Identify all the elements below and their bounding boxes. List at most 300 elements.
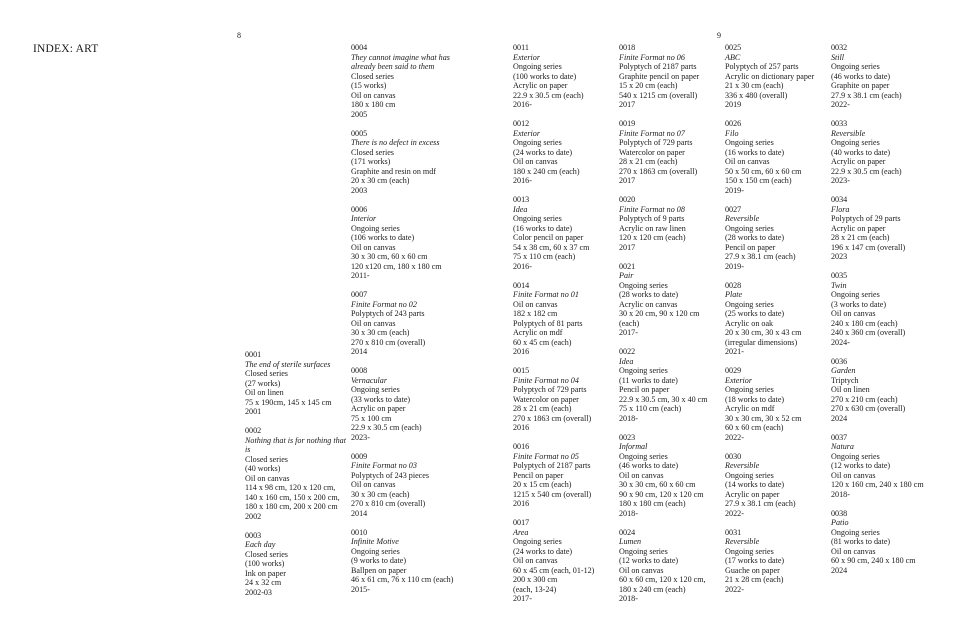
entry-detail: Acrylic on oak	[725, 318, 774, 328]
entry-detail: 200 x 300 cm	[513, 575, 558, 584]
entry-number: 0021	[619, 261, 636, 271]
entry-detail: 240 x 180 cm (each)	[831, 318, 898, 328]
entry-detail: 270 x 810 cm (overall)	[351, 337, 426, 347]
entry-detail: (46 works to date)	[619, 461, 679, 470]
entry-detail: Closed series	[245, 549, 288, 559]
index-entry	[725, 452, 829, 519]
entry-title: Exterior	[513, 128, 540, 138]
entry-detail: 2022-	[725, 432, 744, 442]
entry-detail: 270 x 1863 cm (overall)	[513, 413, 592, 423]
entry-detail: (28 works to date)	[725, 233, 785, 242]
entry-detail: Closed series	[245, 454, 288, 464]
entry-detail: Oil on linen	[245, 388, 284, 397]
entry-detail: Oil on canvas	[831, 309, 876, 318]
entry-detail: Oil on canvas	[725, 157, 770, 166]
entry-title: Natura	[831, 442, 854, 451]
entry-number: 0030	[725, 451, 742, 461]
entry-detail: Acrylic on paper	[831, 223, 886, 233]
entry-detail: Ongoing series	[513, 138, 562, 147]
index-column-1	[245, 350, 349, 607]
entry-detail: 24 x 32 cm	[245, 578, 282, 587]
entry-detail: 2018-	[619, 508, 638, 518]
entry-detail: 2018-	[831, 489, 850, 499]
entry-detail: Graphite pencil on paper	[619, 71, 700, 81]
index-entry	[351, 290, 455, 357]
entry-detail: 20 x 15 cm (each)	[513, 480, 572, 489]
entry-detail: 270 x 630 cm (overall)	[831, 404, 906, 413]
entry-detail: 2017	[619, 100, 636, 109]
index-entry	[831, 509, 935, 576]
entry-detail: Ongoing series	[619, 546, 668, 556]
entry-number: 0004	[351, 43, 368, 52]
index-entry	[725, 281, 829, 357]
entry-detail: 182 x 182 cm	[513, 309, 558, 318]
entry-detail: (81 works to date)	[831, 537, 891, 546]
entry-detail: (40 works)	[245, 464, 281, 473]
index-entry	[725, 366, 829, 442]
entry-detail: Oil on canvas	[351, 90, 396, 100]
entry-number: 0037	[831, 432, 848, 442]
entry-detail: (46 works to date)	[831, 71, 891, 81]
entry-detail: 27.9 x 38.1 cm (each)	[831, 90, 902, 100]
entry-detail: (106 works to date)	[351, 233, 415, 242]
index-entry	[725, 205, 829, 272]
entry-detail: Ongoing series	[619, 366, 668, 375]
index-entry	[725, 43, 829, 110]
entry-title: Informal	[619, 442, 648, 451]
entry-title: Finite Format no 06	[619, 52, 685, 62]
entry-detail: 28 x 21 cm (each)	[619, 157, 678, 166]
index-entry	[831, 357, 935, 424]
entry-detail: Oil on canvas	[513, 299, 558, 309]
entry-detail: 2005	[351, 109, 368, 119]
index-entry	[351, 528, 455, 595]
entry-number: 0009	[351, 451, 368, 461]
entry-number: 0014	[513, 280, 530, 290]
entry-detail: 2002-03	[245, 587, 272, 597]
entry-detail: Watercolor on paper	[619, 147, 685, 157]
entry-detail: 2019	[725, 100, 742, 109]
entry-detail: 2022-	[725, 584, 744, 594]
entry-detail: Graphite on paper	[831, 81, 890, 90]
entry-detail: 114 x 98 cm, 120 x 120 cm, 140 x 160 cm, 150 x 200 cm, 180 x 180 cm, 200 x 200 cm	[245, 483, 340, 511]
entry-detail: 2022-	[831, 100, 850, 109]
entry-detail: Acrylic on paper	[725, 489, 780, 499]
entry-title: Reversible	[725, 461, 760, 470]
entry-number: 0006	[351, 204, 368, 214]
entry-detail: 2014	[351, 508, 368, 518]
entry-title: Reversible	[831, 128, 866, 138]
entry-detail: Ongoing series	[831, 138, 880, 147]
entry-detail: 60 x 60 cm (each)	[725, 423, 784, 432]
entry-detail: 2014	[351, 347, 368, 356]
entry-detail: Ongoing series	[725, 299, 774, 309]
entry-title: Nothing that is for nothing that is	[245, 435, 346, 454]
entry-detail: 2019-	[725, 185, 744, 195]
entry-detail: (100 works)	[245, 559, 285, 568]
entry-detail: 46 x 61 cm, 76 x 110 cm (each)	[351, 575, 454, 584]
entry-detail: (11 works to date)	[619, 375, 678, 385]
entry-title: They cannot imagine what has already been said to them	[351, 52, 450, 71]
page-title: INDEX: ART	[33, 43, 99, 55]
entry-title: Finite Format no 03	[351, 461, 417, 470]
entry-detail: Acrylic on mdf	[725, 404, 775, 413]
index-entry	[831, 43, 935, 110]
entry-detail: Watercolor on paper	[513, 394, 579, 404]
entry-detail: 540 x 1215 cm (overall)	[619, 90, 698, 100]
entry-detail: 60 x 45 cm (each)	[513, 337, 572, 347]
entry-detail: Triptych	[831, 375, 859, 385]
page-number-left: 8	[237, 31, 241, 40]
entry-number: 0029	[725, 366, 742, 375]
entry-title: Lumen	[619, 537, 642, 546]
entry-detail: 2023	[831, 252, 848, 261]
entry-detail: 2017	[619, 242, 636, 252]
index-entry	[245, 531, 349, 598]
entry-detail: (27 works)	[245, 378, 281, 388]
entry-title: Reversible	[725, 214, 760, 223]
entry-number: 0001	[245, 350, 262, 359]
entry-detail: Guache on paper	[725, 565, 780, 575]
index-entry	[351, 129, 455, 196]
entry-title: Finite Format no 04	[513, 375, 579, 385]
entry-detail: 2016-	[513, 176, 532, 185]
entry-detail: 2016	[513, 423, 530, 432]
entry-detail: (12 works to date)	[831, 461, 891, 470]
entry-detail: (24 works to date)	[513, 546, 573, 556]
entry-title: Exterior	[725, 375, 752, 385]
entry-number: 0010	[351, 527, 368, 537]
entry-detail: (25 works to date)	[725, 309, 785, 318]
entry-detail: Ongoing series	[619, 280, 668, 290]
entry-detail: 2021-	[725, 347, 744, 356]
index-entry	[513, 518, 617, 604]
entry-number: 0023	[619, 432, 636, 442]
index-entry	[245, 426, 349, 521]
entry-detail: 270 x 210 cm (each)	[831, 394, 898, 404]
entry-detail: (33 works to date)	[351, 394, 411, 404]
entry-detail: 22.9 x 30.5 cm (each)	[351, 423, 422, 432]
entry-detail: 2018-	[619, 413, 638, 423]
entry-detail: Acrylic on dictionary paper	[725, 71, 815, 81]
entry-number: 0019	[619, 119, 636, 128]
entry-detail: 2016-	[513, 100, 532, 109]
index-entry	[619, 43, 723, 110]
entry-number: 0005	[351, 128, 368, 138]
entry-detail: Graphite and resin on mdf	[351, 166, 436, 176]
entry-number: 0022	[619, 347, 636, 356]
entry-detail: 50 x 50 cm, 60 x 60 cm	[725, 166, 802, 176]
entry-detail: Pencil on paper	[619, 385, 670, 394]
entry-detail: 120 x 160 cm, 240 x 180 cm	[831, 480, 924, 489]
index-entry	[513, 442, 617, 509]
entry-detail: 22.9 x 30.5 cm (each)	[831, 166, 902, 176]
entry-detail: Oil on canvas	[351, 318, 396, 328]
entry-detail: 180 x 180 cm (each)	[619, 499, 686, 508]
entry-number: 0018	[619, 43, 636, 52]
entry-detail: Ongoing series	[831, 527, 880, 537]
entry-detail: 2022-	[725, 508, 744, 518]
entry-detail: 75 x 190cm, 145 x 145 cm	[245, 397, 332, 407]
entry-detail: 30 x 30 cm, 30 x 52 cm	[725, 413, 802, 423]
index-entry	[351, 205, 455, 281]
entry-title: Filo	[725, 128, 739, 138]
index-entry	[513, 366, 617, 433]
entry-detail: (24 works to date)	[513, 147, 573, 157]
entry-detail: Ongoing series	[513, 214, 562, 223]
entry-detail: 20 x 30 cm, 30 x 43 cm	[725, 328, 802, 337]
entry-title: Still	[831, 52, 845, 62]
entry-number: 0011	[513, 43, 529, 52]
entry-detail: Ongoing series	[351, 223, 400, 233]
entry-detail: 28 x 21 cm (each)	[513, 404, 572, 413]
entry-detail: 120 x 120 cm (each)	[619, 233, 686, 242]
entry-detail: 30 x 30 cm, 60 x 60 cm	[351, 252, 428, 261]
entry-detail: 2016	[513, 347, 530, 356]
entry-number: 0012	[513, 119, 530, 128]
entry-detail: Acrylic on mdf	[513, 328, 563, 337]
entry-detail: 180 x 240 cm (each)	[513, 166, 580, 176]
entry-detail: 60 x 90 cm, 240 x 180 cm	[831, 556, 916, 565]
index-entry	[725, 528, 829, 595]
entry-detail: Polyptych of 9 parts	[619, 214, 685, 223]
index-entry	[513, 281, 617, 357]
entry-detail: (16 works to date)	[725, 147, 785, 157]
entry-title: Patio	[831, 518, 849, 527]
index-entry	[513, 43, 617, 110]
entry-detail: Color pencil on paper	[513, 233, 584, 242]
entry-detail: Ongoing series	[725, 385, 774, 394]
entry-title: There is no defect in excess	[351, 138, 440, 147]
entry-detail: 21 x 28 cm (each)	[725, 575, 784, 584]
index-entry	[619, 347, 723, 423]
index-entry	[831, 271, 935, 347]
index-entry	[351, 43, 455, 119]
entry-detail: 60 x 60 cm, 120 x 120 cm,	[619, 575, 706, 584]
entry-detail: 240 x 360 cm (overall)	[831, 328, 906, 337]
entry-title: Reversible	[725, 537, 760, 546]
page-number-right: 9	[717, 31, 721, 40]
entry-title: ABC	[725, 52, 741, 62]
entry-number: 0038	[831, 508, 848, 518]
entry-number: 0002	[245, 426, 262, 435]
entry-detail: Ongoing series	[831, 62, 880, 71]
index-entry	[351, 452, 455, 519]
entry-detail: 2002	[245, 511, 262, 521]
entry-title: Area	[513, 527, 529, 537]
entry-detail: Acrylic on canvas	[619, 299, 678, 309]
entry-number: 0028	[725, 280, 742, 290]
index-entry	[619, 119, 723, 186]
entry-detail: Oil on linen	[831, 385, 870, 394]
entry-detail: 75 x 100 cm	[351, 413, 392, 423]
entry-detail: 21 x 30 cm (each)	[725, 81, 784, 90]
entry-detail: Polyptych of 257 parts	[725, 62, 799, 71]
entry-detail: (171 works)	[351, 157, 391, 166]
entry-detail: 2017	[619, 176, 636, 185]
entry-number: 0013	[513, 195, 530, 204]
entry-number: 0017	[513, 518, 530, 527]
entry-detail: 2015-	[351, 584, 370, 594]
entry-detail: 75 x 110 cm (each)	[513, 252, 576, 261]
entry-detail: Ongoing series	[831, 451, 880, 461]
entry-detail: 2018-	[619, 594, 638, 603]
entry-number: 0025	[725, 43, 742, 52]
entry-detail: Ongoing series	[351, 385, 400, 394]
entry-detail: Ongoing series	[725, 470, 774, 480]
index-entry	[513, 119, 617, 186]
index-entry	[831, 433, 935, 500]
entry-title: Idea	[513, 204, 528, 214]
entry-detail: 27.9 x 38.1 cm (each)	[725, 252, 796, 261]
entry-title: Pair	[619, 271, 634, 280]
entry-number: 0036	[831, 356, 848, 366]
entry-detail: Ongoing series	[513, 62, 562, 71]
entry-detail: Polyptych of 2187 parts	[513, 461, 591, 470]
entry-number: 0015	[513, 366, 530, 375]
entry-detail: Pencil on paper	[513, 470, 564, 480]
entry-detail: 120 x120 cm, 180 x 180 cm	[351, 261, 442, 271]
entry-title: Each day	[245, 540, 276, 549]
entry-detail: 2017-	[513, 594, 532, 603]
entry-detail: 2017-	[619, 328, 638, 337]
entry-detail: Polyptych of 29 parts	[831, 214, 901, 223]
entry-number: 0026	[725, 119, 742, 128]
index-column-2	[351, 43, 455, 604]
entry-title: Twin	[831, 280, 847, 290]
entry-detail: (each, 13-24)	[513, 584, 557, 594]
entry-detail: 2001	[245, 407, 262, 416]
entry-detail: 2016	[513, 499, 530, 508]
entry-detail: (irregular dimensions)	[725, 337, 798, 347]
entry-detail: 20 x 30 cm (each)	[351, 176, 410, 185]
entry-detail: Ongoing series	[725, 138, 774, 147]
entry-number: 0016	[513, 442, 530, 451]
index-column-5	[725, 43, 829, 604]
entry-detail: (15 works)	[351, 81, 387, 90]
entry-title: Finite Format no 02	[351, 299, 417, 309]
entry-detail: Ongoing series	[831, 290, 880, 299]
entry-detail: 27.9 x 38.1 cm (each)	[725, 499, 796, 508]
entry-detail: 30 x 30 cm (each)	[351, 328, 410, 337]
index-column-6	[831, 43, 935, 585]
entry-detail: (28 works to date)	[619, 290, 679, 299]
entry-detail: 180 x 180 cm	[351, 100, 396, 109]
entry-detail: Acrylic on paper	[351, 404, 406, 413]
index-entry	[351, 366, 455, 442]
entry-detail: 2023-	[831, 176, 850, 185]
entry-title: Idea	[619, 356, 634, 366]
index-entry	[831, 195, 935, 262]
entry-detail: Acrylic on raw linen	[619, 223, 686, 233]
entry-detail: 270 x 1863 cm (overall)	[619, 166, 698, 176]
entry-detail: Acrylic on paper	[831, 157, 886, 166]
entry-detail: 60 x 45 cm (each, 01-12)	[513, 565, 595, 575]
entry-number: 0007	[351, 290, 368, 299]
entry-detail: Polyptych of 729 parts	[513, 385, 587, 394]
entry-detail: 270 x 810 cm (overall)	[351, 499, 426, 508]
entry-detail: Pencil on paper	[725, 242, 776, 252]
entry-detail: 2016-	[513, 261, 532, 271]
index-entry	[831, 119, 935, 186]
entry-detail: (3 works to date)	[831, 299, 887, 309]
entry-detail: Oil on canvas	[619, 565, 664, 575]
index-entry	[725, 119, 829, 195]
entry-detail: (16 works to date)	[513, 223, 573, 233]
entry-number: 0034	[831, 195, 848, 204]
entry-title: Plate	[725, 290, 743, 299]
entry-detail: Ongoing series	[619, 451, 668, 461]
entry-title: Infinite Motive	[351, 537, 399, 546]
entry-detail: (17 works to date)	[725, 556, 785, 565]
entry-number: 0024	[619, 527, 636, 537]
entry-title: The end of sterile surfaces	[245, 359, 331, 369]
entry-detail: Oil on canvas	[513, 157, 558, 166]
entry-detail: 1215 x 540 cm (overall)	[513, 489, 592, 499]
entry-detail: Ongoing series	[725, 223, 774, 233]
entry-detail: Polyptych of 729 parts	[619, 138, 693, 147]
entry-detail: Oil on canvas	[351, 242, 396, 252]
entry-detail: (100 works to date)	[513, 71, 577, 81]
entry-detail: 75 x 110 cm (each)	[619, 404, 682, 413]
index-entry	[619, 528, 723, 604]
entry-detail: 2011-	[351, 271, 370, 280]
entry-detail: 90 x 90 cm, 120 x 120 cm	[619, 489, 704, 499]
entry-detail: Polyptych of 243 parts	[351, 309, 425, 318]
entry-detail: (14 works to date)	[725, 480, 785, 489]
entry-detail: Polyptych of 2187 parts	[619, 62, 697, 71]
index-column-4	[619, 43, 723, 613]
entry-detail: Oil on canvas	[831, 470, 876, 480]
entry-detail: Acrylic on paper	[513, 81, 568, 90]
entry-title: Finite Format no 01	[513, 290, 579, 299]
index-entry	[619, 262, 723, 338]
entry-detail: Oil on canvas	[351, 480, 396, 489]
entry-number: 0027	[725, 204, 742, 214]
entry-detail: 22.9 x 30.5 cm (each)	[513, 90, 584, 100]
entry-number: 0031	[725, 527, 742, 537]
entry-detail: 2024	[831, 413, 848, 423]
entry-detail: Ongoing series	[351, 546, 400, 556]
entry-detail: 30 x 20 cm, 90 x 120 cm	[619, 309, 700, 318]
entry-detail: 2024-	[831, 337, 850, 347]
entry-number: 0032	[831, 43, 848, 52]
entry-detail: (12 works to date)	[619, 556, 679, 565]
entry-detail: 2023-	[351, 432, 370, 442]
entry-detail: Polyptych of 81 parts	[513, 318, 583, 328]
entry-detail: Oil on canvas	[245, 473, 290, 483]
entry-detail: Ongoing series	[725, 546, 774, 556]
entry-number: 0008	[351, 366, 368, 375]
entry-detail: (each)	[619, 318, 640, 328]
entry-detail: (40 works to date)	[831, 147, 891, 157]
entry-detail: Closed series	[351, 147, 394, 157]
entry-detail: 28 x 21 cm (each)	[831, 233, 890, 242]
entry-title: Exterior	[513, 52, 540, 62]
entry-number: 0020	[619, 195, 636, 204]
entry-detail: 180 x 240 cm (each)	[619, 584, 686, 594]
entry-detail: Polyptych of 243 pieces	[351, 470, 430, 480]
entry-detail: Closed series	[351, 71, 394, 81]
index-entry	[245, 350, 349, 417]
entry-detail: Ongoing series	[513, 537, 562, 546]
entry-title: Finite Format no 05	[513, 451, 579, 461]
index-column-3	[513, 43, 617, 613]
entry-detail: 2019-	[725, 261, 744, 271]
entry-detail: 150 x 150 cm (each)	[725, 176, 792, 185]
index-entry	[619, 195, 723, 252]
entry-title: Finite Format no 08	[619, 204, 685, 214]
